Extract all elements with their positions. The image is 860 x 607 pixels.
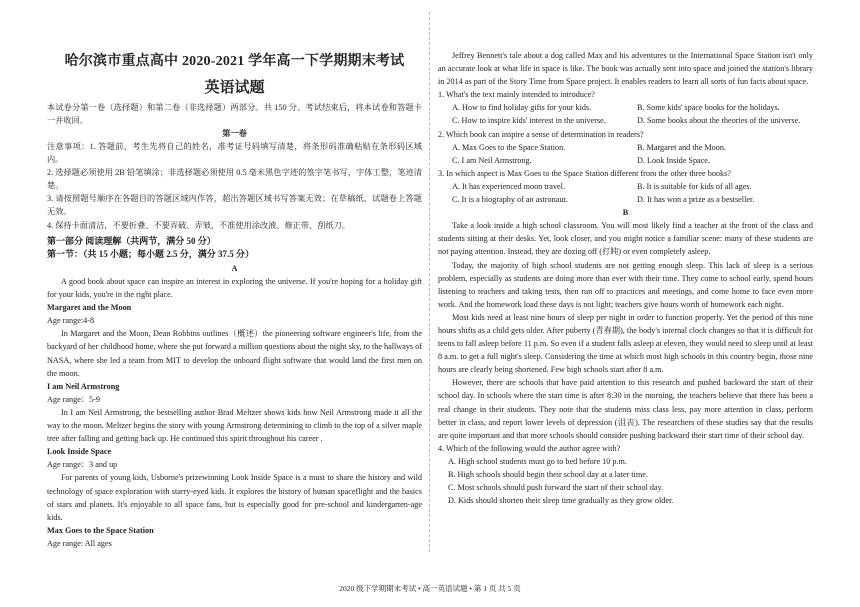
option: B. It is suitable for kids of all ages. [637,181,752,191]
option: D. Kids should shorten their sleep time gradually as they grow older. [448,496,674,506]
book-title: Margaret and the Moon [47,303,132,313]
question: 3. In which aspect is Max Goes to the Space Station different from the other three books? [438,168,731,178]
book-title: Look Inside Space [47,447,112,457]
option-row [438,141,813,154]
book-age: Age range：3 and up [47,460,118,470]
book-desc: In Margaret and the Moon, Dean Robbins outlines（概述）the pioneering software engineer's life, from the backyard of her childhood home, where she put forward a million questions about the night sky, to the hallways of NASA, where she led a team from MIT to develop the onboard flight software that would land the first men on the moon. [47,329,422,378]
note-item: 注意事项：1. 答题前，考生先将自己的姓名，准考证号码填写清楚，将条形码准确粘贴在条形码区域内。 [47,142,422,165]
exam-intro: 本试卷分第一卷（选择题）和第二卷（非选择题）两部分。共 150 分。考试结束后，将本试卷和答题卡一并收回。 [47,103,422,126]
option: C. It is a biography of an astronaut. [452,195,568,205]
option: B. Some kids' space books for the holidays. [637,103,780,113]
section-heading: 第一节：（共 15 小题；每小题 2.5 分，满分 37.5 分） [47,249,255,259]
passage-b-paragraph: Take a look inside a high school classroom. You will most likely find a teacher at the front of the class and students sitting at their desks. Yet, look closer, and you might notice a familiar scene: many of these students are not paying attention. Instead, they are dozing off (打盹) or even completely asleep. [438,221,813,257]
passage-a-intro: A good book about space can inspire an interest in exploring the universe. If you're hoping for a holiday gift for your kids, you're in the right place. [47,277,422,300]
passage-b-label: B [622,208,629,218]
page-footer: 2020 级下学期期末考试 • 高一英语试题 • 第 1 页 共 5 页 [339,584,521,593]
question: 1. What's the text mainly intended to introduce? [438,90,595,100]
exam-title: 哈尔滨市重点高中 2020-2021 学年高一下学期期末考试 [64,54,405,69]
book-age: Age range：5-9 [47,394,100,404]
option: A. How to find holiday gifts for your kids. [452,103,592,113]
passage-a-label: A [231,264,238,273]
column-divider [429,12,430,552]
option: D. Some books about the theories of the universe. [637,116,801,126]
volume-heading: 第一卷 [222,129,247,138]
option-row [438,154,813,167]
option: C. I am Neil Armstrong. [452,155,532,165]
exam-subtitle: 英语试题 [204,80,265,96]
passage-b-paragraph: Most kids need at least nine hours of sleep per night in order to function properly. Yet the period of this nine hours shifts as a child gets older. After puberty (青春期), the body's internal clock changes so that it is difficult for teens to fall asleep before 11 p.m. So even if a student falls asleep at eleven, they would need to sleep until at least 8 a.m. to get a full night's sleep. Considering the time at which most high schools in this country begin, those nine hours are clearly being shortened. Few high schools start after 8 a.m. [438,312,813,375]
question: 4. Which of the following would the author agree with? [438,443,621,453]
option: A. It has experienced moon travel. [452,181,565,191]
option-row [438,114,813,127]
part-heading: 第一部分 阅读理解（共两节，满分 50 分） [47,236,216,246]
option-row [438,193,813,206]
passage-a-body [47,275,422,550]
option-row [438,101,813,114]
book-title: Max Goes to the Space Station [47,525,154,535]
question: 2. Which book can inspire a sense of determination in readers? [438,129,644,139]
book-title: I am Neil Armstrong [47,381,120,391]
option: B. Margaret and the Moon. [637,142,726,152]
book-desc: In I am Neil Armstrong, the bestselling author Brad Meltzer shows kids how Neil Armstrong made it all the way to the moon. Meltzer begins the story with young Armstrong determining to climb to the top of a silver maple tree after falling and getting back up. He continued this spirit throughout his career . [47,407,422,444]
note-item: 2. 选择题必须使用 2B 铅笔填涂；非选择题必须使用 0.5 毫米黑色字迹的签字笔书写，字体工整，笔迹清楚。 [47,168,422,191]
passage-b-paragraph: However, there are schools that have paid attention to this research and pushed backward the start of their school day. In schools where the start time is after 8:30 in the morning, the teachers believe that there has been a real change in their students. They note that the students miss class less, pay more attention in class, perform better in class, and report lower levels of depression (沮丧). The researchers of these studies say that the results are quite important and that more schools should consider pushing backward their start time of their school day. [438,378,813,440]
option: A. High school students must go to bed before 10 p.m. [448,456,627,466]
option: C. How to inspire kids' interest in the universe. [452,116,606,126]
book-desc: Jeffrey Bennett's tale about a dog called Max and his adventures to the International Space Station isn't only an accurate look at what life in space is like. The book was actually sent into space and joined the station's library in 2014 as part of the Story Time from Space project. It enables readers to learn all sorts of fun facts about space. [438,51,813,87]
note-item: 4. 保持卡面清洁，不要折叠、不要弄破、弄皱，不准使用涂改液、修正带、刮纸刀。 [47,220,350,230]
option: D. Look Inside Space. [637,155,710,165]
book-age: Age range:4-8 [47,316,95,326]
book-desc: For parents of young kids, Usborne's prizewinning Look Inside Space is a must to share the history and wild technology of space exploration with starry-eyed kids. It explores the history of human spaceflight and the basics of stars and planets. It's enjoyable to all space fans, but is especially good for pre-school and kindergarten-age kids. [47,473,422,522]
option: A. Max Goes to the Space Station. [452,142,566,152]
notes [47,140,422,232]
option: B. High schools should begin their school day at a later time. [448,470,648,479]
note-item: 3. 请按照题号顺序在各题目的答题区域内作答，超出答题区域书写答案无效；在草稿纸、试题卷上答题无效。 [47,194,422,217]
passage-a-continued [438,49,813,507]
book-age: Age range: All ages [47,538,112,548]
option: C. Most schools should push forward the start of their school day. [448,483,664,493]
option-row [438,180,813,193]
passage-b-paragraph: Today, the majority of high school students are not getting enough sleep. This lack of sleep is a serious problem, especially as students are doing more than ever with their time. They come to school early, spend hours listening to teachers and taking tests, then run off to practices and meetings, and come home to face even more work. And the homework load these days is not light; teachers give hours worth of homework each night. [438,260,813,309]
option: D. It has won a prize as a bestseller. [637,195,755,205]
